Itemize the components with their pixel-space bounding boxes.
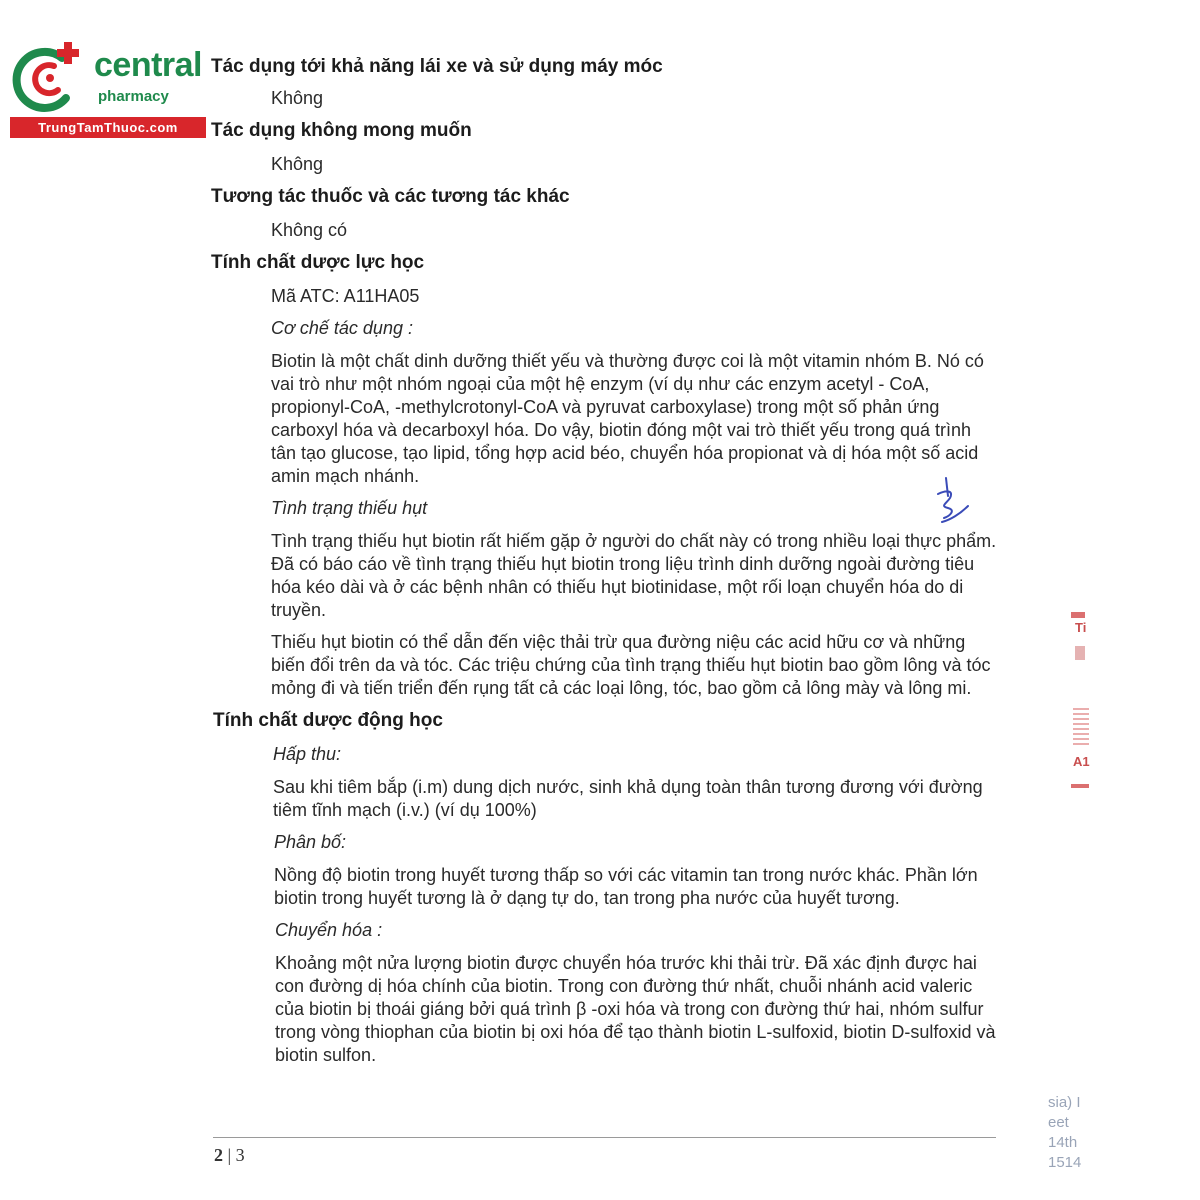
stamp-text-1: Ti bbox=[1075, 620, 1087, 635]
pharmacy-cross-logo-icon bbox=[10, 38, 90, 118]
document-body bbox=[211, 55, 1001, 1076]
stamp-text-2: A1 bbox=[1073, 754, 1090, 769]
page-number bbox=[214, 1145, 245, 1166]
edge-line-2: eet bbox=[1048, 1114, 1069, 1131]
deficiency-label: Tình trạng thiếu hụt bbox=[271, 498, 428, 518]
heading-pharmacodynamics: Tính chất dược lực học bbox=[211, 252, 425, 273]
heading-pharmacokinetics: Tính chất dược động học bbox=[213, 710, 443, 731]
interactions-text: Không có bbox=[271, 220, 348, 240]
absorption-label: Hấp thu: bbox=[273, 744, 342, 764]
atc-code: Mã ATC: A11HA05 bbox=[271, 286, 420, 306]
logo-url-banner[interactable]: TrungTamThuoc.com bbox=[10, 117, 206, 138]
metabolism-text: Khoảng một nửa lượng biotin được chuyển hóa trước khi thải trừ. Đã xác định được hai con đường dị hóa chính của biotin. Trong con đường thứ nhất, chuỗi nhánh acid valeric của biotin bị thoái giáng bởi quá trình β -oxi hóa và trong con đường thứ hai, nhóm sulfur trong vòng thiophan của biotin bị oxi hóa để tạo thành biotin L-sulfoxid, biotin D-sulfoxid và biotin sulfon. bbox=[275, 953, 996, 1065]
heading-side-effects: Tác dụng không mong muốn bbox=[211, 120, 472, 141]
central-pharmacy-logo[interactable] bbox=[10, 38, 210, 138]
cropped-edge-text bbox=[1048, 1093, 1088, 1173]
edge-line-3: 14th bbox=[1048, 1134, 1078, 1151]
deficiency-text-1: Tình trạng thiếu hụt biotin rất hiếm gặp ở người do chất này có trong nhiều loại thực phẩm. Đã có báo cáo về tình trạng thiếu hụt biotin trong liệu trình dinh dưỡng ngoài đường tiêu hóa kéo dài và ở các bệnh nhân có thiếu hụt biotinidase, một rối loạn chuyển hóa do di truyền. bbox=[271, 531, 997, 620]
side-effects-text: Không bbox=[271, 154, 324, 174]
metabolism-label: Chuyển hóa : bbox=[275, 920, 383, 940]
mechanism-label: Cơ chế tác dụng : bbox=[271, 318, 413, 338]
edge-line-1: sia) I bbox=[1048, 1094, 1081, 1111]
driving-text: Không bbox=[271, 88, 324, 108]
heading-driving: Tác dụng tới khả năng lái xe và sử dụng máy móc bbox=[211, 56, 663, 77]
red-stamp-fragment bbox=[1065, 612, 1095, 792]
page-total: 3 bbox=[235, 1145, 245, 1165]
heading-interactions: Tương tác thuốc và các tương tác khác bbox=[211, 186, 570, 207]
page-current: 2 bbox=[214, 1145, 223, 1165]
handwritten-signature bbox=[928, 476, 976, 532]
absorption-text: Sau khi tiêm bắp (i.m) dung dịch nước, sinh khả dụng toàn thân tương đương với đường tiêm tĩnh mạch (i.v.) (ví dụ 100%) bbox=[273, 777, 983, 820]
logo-brand-sub: pharmacy bbox=[98, 88, 169, 105]
distribution-text: Nồng độ biotin trong huyết tương thấp so với các vitamin tan trong nước khác. Phần lớn biotin trong huyết tương là ở dạng tự do, tan trong pha nước của huyết tương. bbox=[274, 865, 978, 908]
distribution-label: Phân bố: bbox=[274, 832, 347, 852]
logo-brand-name: central bbox=[94, 46, 202, 84]
deficiency-text-2: Thiếu hụt biotin có thể dẫn đến việc thải trừ qua đường niệu các acid hữu cơ và những biến đổi trên da và tóc. Các triệu chứng của tình trạng thiếu hụt biotin bao gồm lông và tóc mỏng đi và tiến triển đến rụng tất cả các loại lông, tóc, bao gồm cả lông mày và lông mi. bbox=[271, 632, 991, 698]
edge-line-4: 1514 bbox=[1048, 1154, 1082, 1171]
footer-divider bbox=[213, 1137, 996, 1138]
page-separator: | bbox=[227, 1145, 236, 1165]
mechanism-text: Biotin là một chất dinh dưỡng thiết yếu và thường được coi là một vitamin nhóm B. Nó có vai trò như một nhóm ngoại của một hệ enzym (ví dụ như các enzym acetyl - CoA, propionyl-CoA, -methylcrotonyl-CoA và pyruvat carboxylase) trong một số phản ứng carboxyl hóa và decarboxyl hóa. Do vậy, biotin đóng một vai trò thiết yếu trong quá trình tân tạo glucose, tạo lipid, tổng hợp acid béo, chuyển hóa propionat và dị hóa một số acid amin mạch nhánh. bbox=[271, 351, 984, 486]
